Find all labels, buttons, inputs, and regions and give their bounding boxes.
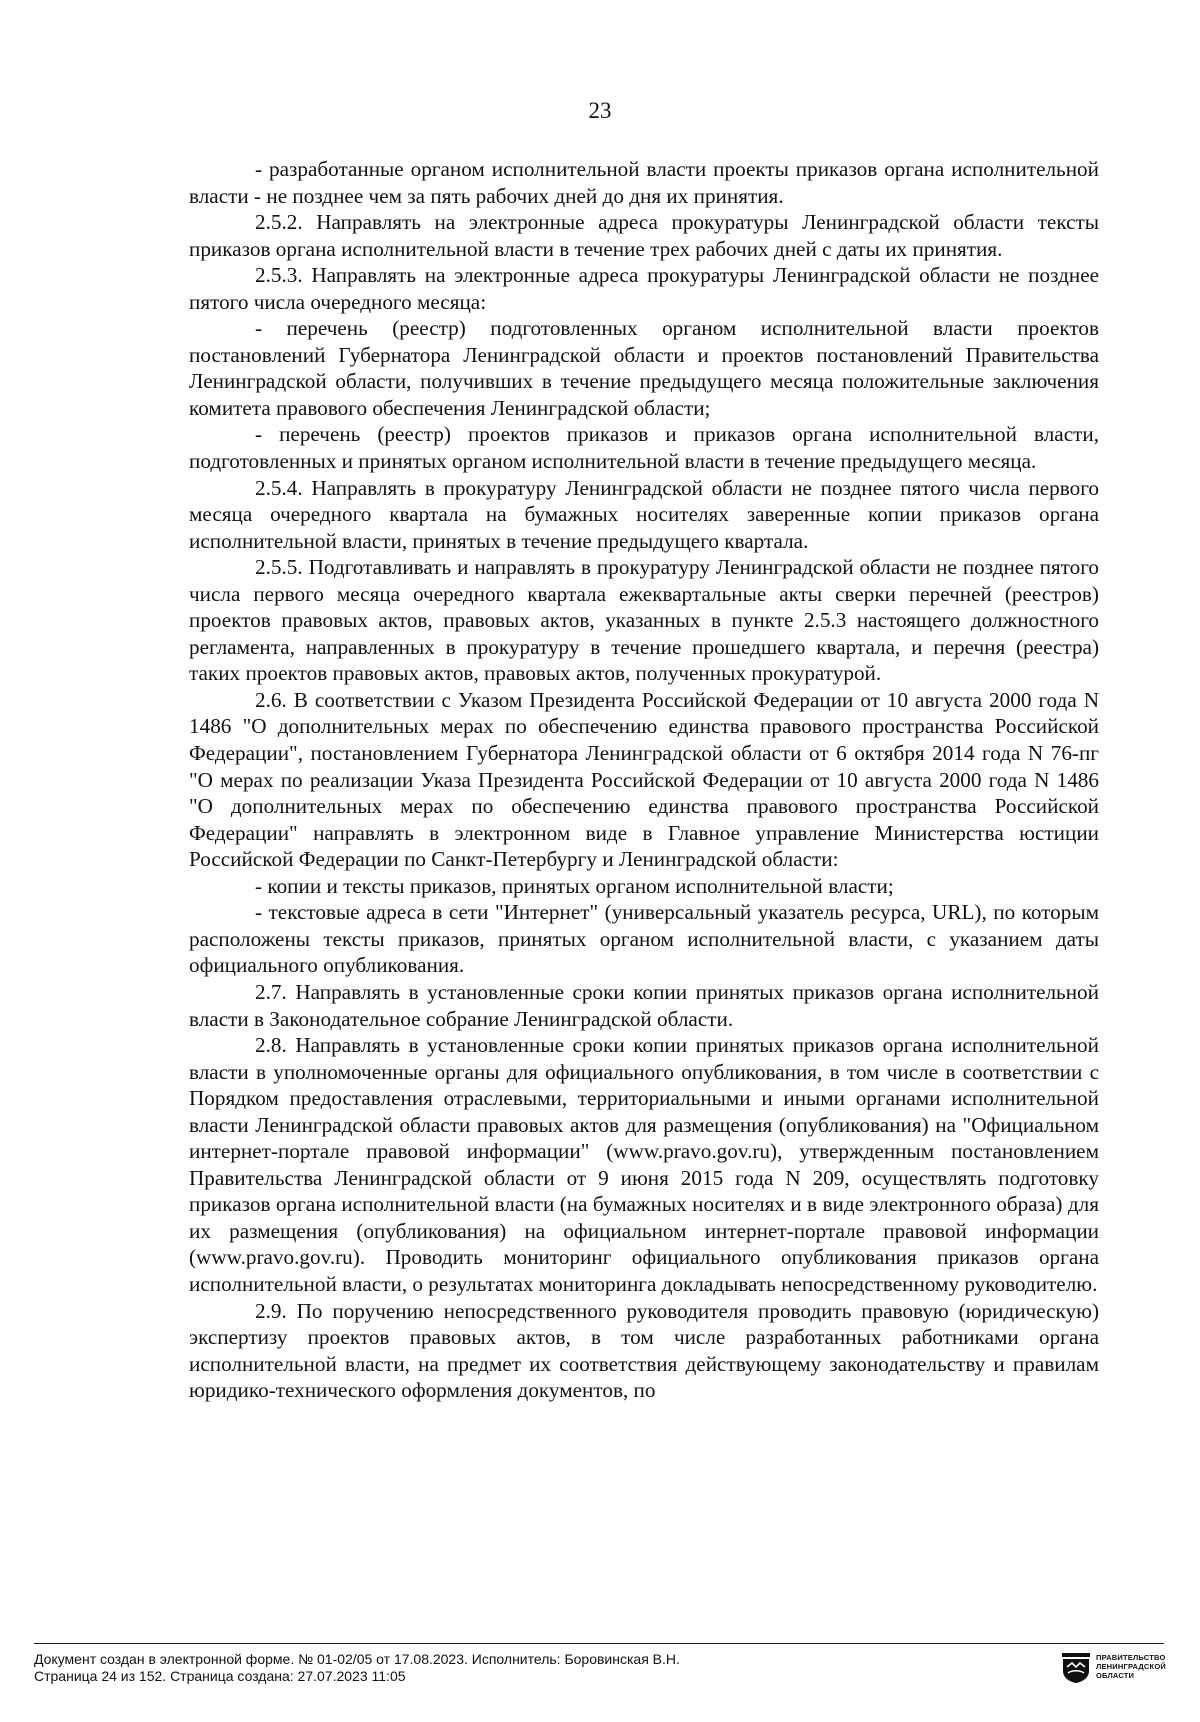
paragraph: - перечень (реестр) подготовленных органом исполнительной власти проектов постановлений Губернатора Ленинградской области и проектов постановлений Правительства Ленинградской области, получивших в течение предыдущего месяца положительные заключения комитета правового обеспечения Ленинградской области; xyxy=(189,316,1099,420)
document-body xyxy=(189,156,1099,1404)
paragraph: 2.6. В соответствии с Указом Президента Российской Федерации от 10 августа 2000 года N 1486 "О дополнительных мерах по обеспечению единства правового пространства Российской Федерации", постановлением Губернатора Ленинградской области от 6 октября 2014 года N 76-пг "О мерах по реализации Указа Президента Российской Федерации от 10 августа 2000 года N 1486 "О дополнительных мерах по обеспечению единства правового пространства Российской Федерации" направлять в электронном виде в Главное управление Министерства юстиции Российской Федерации по Санкт-Петербургу и Ленинградской области: xyxy=(189,687,1099,872)
logo-line: ПРАВИТЕЛЬСТВО xyxy=(1096,1653,1166,1662)
coat-of-arms-icon xyxy=(1062,1653,1090,1683)
paragraph: 2.5.4. Направлять в прокуратуру Ленинградской области не позднее пятого числа первого месяца очередного квартала на бумажных носителях заверенные копии приказов органа исполнительной власти, принятых в течение предыдущего квартала. xyxy=(189,475,1099,553)
paragraph: - копии и тексты приказов, принятых органом исполнительной власти; xyxy=(255,873,894,898)
page-number: 23 xyxy=(588,98,612,123)
paragraph: 2.5.5. Подготавливать и направлять в прокуратуру Ленинградской области не позднее пятого числа первого месяца очередного квартала ежеквартальные акты сверки перечней (реестров) проектов правовых актов, правовых актов, указанных в пункте 2.5.3 настоящего должностного регламента, направленных в прокуратуру в течение прошедшего квартала, и перечня (реестра) таких проектов правовых актов, правовых актов, полученных прокуратурой. xyxy=(189,555,1099,686)
footer-document-info: Документ создан в электронной форме. № 01-02/05 от 17.08.2023. Исполнитель: Боровинская В.Н. xyxy=(34,1651,680,1667)
logo-text xyxy=(1096,1653,1166,1680)
paragraph: 2.7. Направлять в установленные сроки копии принятых приказов органа исполнительной власти в Законодательное собрание Ленинградской области. xyxy=(189,979,1099,1031)
paragraph: 2.9. По поручению непосредственного руководителя проводить правовую (юридическую) экспертизу проектов правовых актов, в том числе разработанных работниками органа исполнительной власти, на предмет их соответствия действующему законодательству и правилам юридико-технического оформления документов, по xyxy=(189,1298,1099,1403)
paragraph: 2.5.3. Направлять на электронные адреса прокуратуры Ленинградской области не позднее пятого числа очередного месяца: xyxy=(189,263,1099,314)
paragraph: 2.5.2. Направлять на электронные адреса прокуратуры Ленинградской области тексты приказов органа исполнительной власти в течение трех рабочих дней с даты их принятия. xyxy=(189,210,1099,261)
logo-line: ОБЛАСТИ xyxy=(1096,1671,1135,1680)
footer-page-info: Страница 24 из 152. Страница создана: 27.07.2023 11:05 xyxy=(34,1668,406,1684)
document-footer xyxy=(34,1651,680,1685)
logo-line: ЛЕНИНГРАДСКОЙ xyxy=(1096,1662,1166,1671)
paragraph: - разработанные органом исполнительной власти проекты приказов органа исполнительной власти - не позднее чем за пять рабочих дней до дня их принятия. xyxy=(189,157,1099,208)
government-logo xyxy=(1062,1652,1172,1686)
paragraph: - текстовые адреса в сети "Интернет" (универсальный указатель ресурса, URL), по которым расположены тексты приказов, принятых органом исполнительной власти, с указанием даты официального опубликования. xyxy=(189,900,1099,978)
paragraph: 2.8. Направлять в установленные сроки копии принятых приказов органа исполнительной власти в уполномоченные органы для официального опубликования, в том числе в соответствии с Порядком предоставления отраслевыми, территориальными и иными органами исполнительной власти Ленинградской области правовых актов для размещения (опубликования) на "Официальном интернет-портале правовой информации" (www.pravo.gov.ru), утвержденным постановлением Правительства Ленинградской области от 9 июня 2015 года N 209, осуществлять подготовку приказов органа исполнительной власти (на бумажных носителях и в виде электронного образа) для их размещения (опубликования) на официальном интернет-портале правовой информации (www.pravo.gov.ru). Проводить мониторинг официального опубликования приказов органа исполнительной власти, о результатах мониторинга докладывать непосредственному руководителю. xyxy=(189,1033,1099,1296)
footer-divider xyxy=(34,1643,1164,1644)
paragraph: - перечень (реестр) проектов приказов и приказов органа исполнительной власти, подготовленных и принятых органом исполнительной власти в течение предыдущего месяца. xyxy=(189,422,1099,474)
